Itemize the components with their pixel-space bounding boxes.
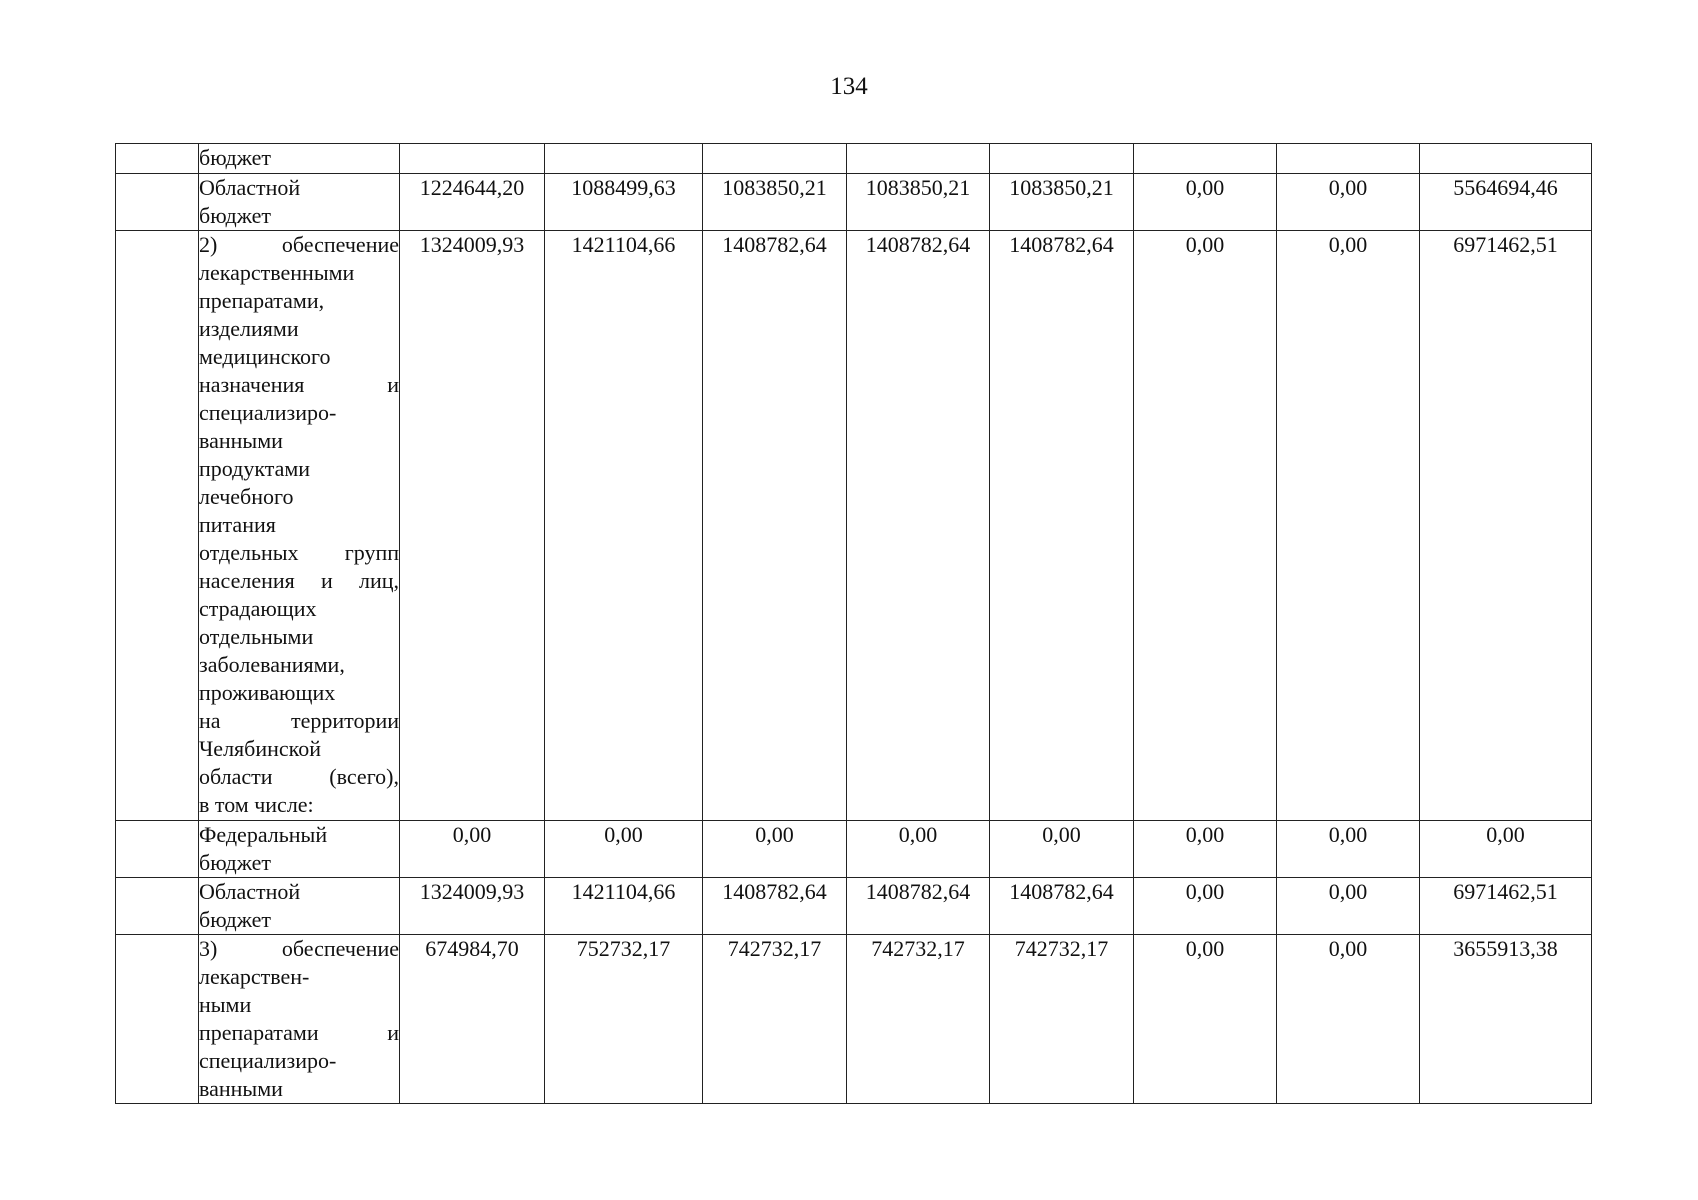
description-line: Челябинской — [199, 736, 322, 761]
description-line: продуктами — [199, 456, 311, 481]
budget-table — [115, 143, 1592, 1104]
value-cell: 0,00 — [847, 821, 990, 878]
description-cell — [199, 935, 400, 1104]
description-line: области (всего), — [199, 764, 399, 789]
description-cell — [199, 821, 400, 878]
description-line: бюджет — [199, 145, 271, 170]
description-line: 2) обеспечение — [199, 232, 399, 257]
description-line: бюджет — [199, 203, 271, 228]
table-row — [116, 174, 1592, 231]
value-cell: 0,00 — [545, 821, 703, 878]
page-number: 134 — [830, 73, 868, 100]
value-cell: 1421104,66 — [545, 878, 703, 935]
value-cell: 0,00 — [1277, 821, 1420, 878]
table-row — [116, 144, 1592, 174]
value-cell: 1408782,64 — [847, 878, 990, 935]
value-cell: 1083850,21 — [990, 174, 1134, 231]
description-line: бюджет — [199, 907, 271, 932]
description-cell — [199, 174, 400, 231]
value-cell: 742732,17 — [990, 935, 1134, 1104]
description-line: изделиями — [199, 316, 299, 341]
value-cell: 1408782,64 — [990, 231, 1134, 821]
value-cell — [990, 144, 1134, 174]
description-line: препаратами и — [199, 1020, 399, 1045]
description-line: питания — [199, 512, 276, 537]
description-line: проживающих — [199, 680, 336, 705]
description-line: населения и лиц, — [199, 568, 399, 593]
value-cell: 0,00 — [1277, 174, 1420, 231]
description-line: отдельными — [199, 624, 314, 649]
value-cell: 1408782,64 — [703, 878, 847, 935]
row-number-cell — [116, 144, 199, 174]
row-number-cell — [116, 174, 199, 231]
value-cell: 3655913,38 — [1420, 935, 1592, 1104]
description-line: лекарствен- — [199, 964, 310, 989]
value-cell: 1408782,64 — [990, 878, 1134, 935]
description-line: страдающих — [199, 596, 317, 621]
description-line: Областной — [199, 175, 301, 200]
value-cell — [847, 144, 990, 174]
value-cell: 1421104,66 — [545, 231, 703, 821]
value-cell — [545, 144, 703, 174]
description-line: бюджет — [199, 850, 271, 875]
description-line: Федеральный — [199, 822, 328, 847]
value-cell — [703, 144, 847, 174]
description-line: лекарственными — [199, 260, 355, 285]
row-number-cell — [116, 821, 199, 878]
value-cell: 1088499,63 — [545, 174, 703, 231]
description-line: в том числе: — [199, 792, 314, 817]
description-line: назначения и — [199, 372, 399, 397]
table-row — [116, 935, 1592, 1104]
value-cell: 0,00 — [1134, 231, 1277, 821]
value-cell: 1083850,21 — [847, 174, 990, 231]
value-cell: 674984,70 — [400, 935, 545, 1104]
description-cell — [199, 231, 400, 821]
value-cell: 0,00 — [1277, 935, 1420, 1104]
description-cell — [199, 144, 400, 174]
value-cell: 742732,17 — [847, 935, 990, 1104]
value-cell: 0,00 — [1420, 821, 1592, 878]
value-cell: 0,00 — [400, 821, 545, 878]
value-cell: 0,00 — [1134, 935, 1277, 1104]
value-cell: 742732,17 — [703, 935, 847, 1104]
value-cell: 0,00 — [990, 821, 1134, 878]
value-cell: 0,00 — [1134, 821, 1277, 878]
row-number-cell — [116, 231, 199, 821]
value-cell: 1083850,21 — [703, 174, 847, 231]
description-line: ванными — [199, 428, 283, 453]
description-line: ными — [199, 992, 252, 1017]
table-row — [116, 231, 1592, 821]
value-cell: 0,00 — [1134, 878, 1277, 935]
value-cell: 1324009,93 — [400, 231, 545, 821]
value-cell — [1277, 144, 1420, 174]
value-cell — [1134, 144, 1277, 174]
value-cell — [400, 144, 545, 174]
row-number-cell — [116, 878, 199, 935]
value-cell: 1324009,93 — [400, 878, 545, 935]
description-line: специализиро- — [199, 1048, 337, 1073]
value-cell: 1408782,64 — [847, 231, 990, 821]
table-row — [116, 821, 1592, 878]
description-line: заболеваниями, — [199, 652, 345, 677]
value-cell: 0,00 — [1277, 878, 1420, 935]
description-line: препаратами, — [199, 288, 325, 313]
value-cell: 6971462,51 — [1420, 231, 1592, 821]
table-body — [116, 144, 1592, 1104]
description-cell — [199, 878, 400, 935]
value-cell: 752732,17 — [545, 935, 703, 1104]
value-cell: 1408782,64 — [703, 231, 847, 821]
description-line: на территории — [199, 708, 399, 733]
description-line: 3) обеспечение — [199, 936, 399, 961]
description-line: медицинского — [199, 344, 331, 369]
value-cell — [1420, 144, 1592, 174]
value-cell: 5564694,46 — [1420, 174, 1592, 231]
value-cell: 6971462,51 — [1420, 878, 1592, 935]
description-line: отдельных групп — [199, 540, 399, 565]
description-line: Областной — [199, 879, 301, 904]
description-line: ванными — [199, 1076, 283, 1101]
value-cell: 1224644,20 — [400, 174, 545, 231]
table-row — [116, 878, 1592, 935]
value-cell: 0,00 — [703, 821, 847, 878]
description-line: специализиро- — [199, 400, 337, 425]
value-cell: 0,00 — [1134, 174, 1277, 231]
description-line: лечебного — [199, 484, 294, 509]
value-cell: 0,00 — [1277, 231, 1420, 821]
row-number-cell — [116, 935, 199, 1104]
